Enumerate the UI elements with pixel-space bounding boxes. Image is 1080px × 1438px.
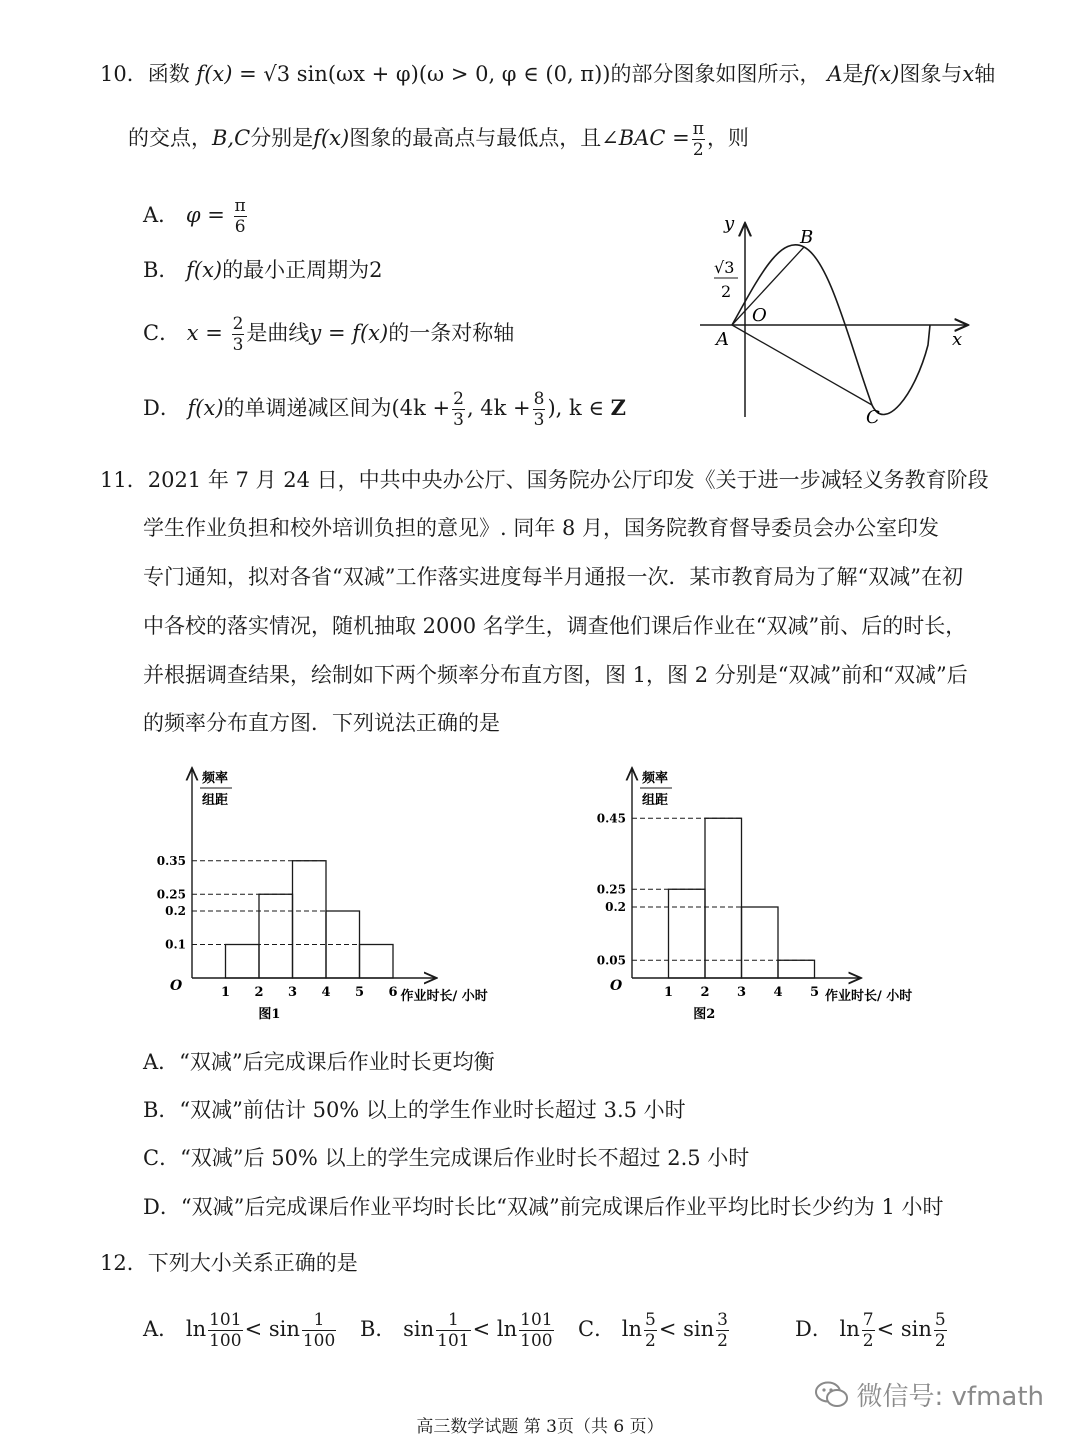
page-footer: 高三数学试题 第 3页（共 6 页）: [416, 1417, 664, 1437]
option-value: 2: [369, 258, 383, 282]
x-tick-label: 2: [254, 985, 264, 1000]
q10-point-a: A: [827, 62, 843, 86]
q11-line: 专门通知，拟对各省“双减”工作落实进度每半月通报一次．某市教育局为了解“双减”在初: [143, 565, 963, 589]
denominator: 2: [717, 1331, 728, 1351]
denominator: 2: [645, 1331, 656, 1351]
q10-bc: B,C: [212, 126, 251, 150]
q10-text: 图象与: [899, 62, 963, 86]
histogram-bar: [293, 861, 327, 978]
option-frac: [234, 196, 247, 237]
segment-ac: [732, 325, 872, 405]
y-tick-label: 0.2: [165, 904, 186, 918]
option-frac: [452, 389, 465, 430]
option-math: , 4k +: [466, 396, 531, 420]
q11-option-b: B．“双减”前估计 50% 以上的学生作业时长超过 3.5 小时: [143, 1098, 686, 1122]
option-math: < ln: [472, 1317, 518, 1341]
x-tick-label: 3: [736, 985, 747, 1000]
q11-line: 并根据调查结果，绘制如下两个频率分布直方图，图 1，图 2 分别是“双减”前和“双减”后: [143, 663, 968, 687]
denominator: 3: [232, 335, 244, 355]
numerator: 5: [934, 1310, 946, 1330]
q10-text: 轴: [974, 62, 996, 86]
q12-option-d: [795, 1304, 949, 1354]
numerator: 101: [520, 1310, 553, 1330]
y-axis-label-top: 频率: [642, 771, 669, 786]
denominator: 100: [520, 1331, 553, 1351]
histogram-bar: [226, 945, 260, 979]
q12-option-b: [360, 1304, 556, 1354]
option-math: ), k ∈: [547, 396, 611, 420]
origin-label: O: [170, 978, 183, 994]
y-axis-label-top: 频率: [202, 771, 229, 786]
graph-label-y: y: [724, 213, 735, 234]
q12-stem: 12．下列大小关系正确的是: [100, 1251, 358, 1275]
wechat-watermark: [815, 1376, 1045, 1413]
numerator: 2: [232, 314, 244, 334]
numerator: 2: [453, 389, 464, 409]
x-axis-label: 作业时长/ 小时: [400, 989, 488, 1004]
graph-label-a: A: [716, 329, 729, 350]
q10-text: ，则: [706, 126, 749, 150]
q11-line: 中各校的落实情况，随机抽取 2000 名学生，调查他们课后作业在“双减”前、后的时长，: [143, 614, 967, 638]
option-math: (4k +: [391, 396, 451, 420]
watermark-text: 微信号: vfmath: [856, 1382, 1044, 1412]
q12-option-c: [578, 1304, 731, 1354]
x-tick-label: 1: [663, 985, 674, 1000]
denominator: 100: [302, 1331, 336, 1351]
graph-label-b: B: [800, 227, 814, 248]
option-text: 的最小正周期为: [222, 258, 370, 282]
numerator: 8: [533, 389, 545, 409]
x-tick-label: 3: [287, 985, 298, 1000]
q10-option-c: [143, 310, 514, 356]
option-math: ln: [621, 1317, 643, 1341]
q12-option-a: [143, 1304, 338, 1354]
q11-option-c: C．“双减”后 50% 以上的学生完成课后作业时长不超过 2.5 小时: [143, 1146, 750, 1170]
q10-angle: ∠BAC =: [601, 126, 690, 150]
q10-fx: f(x): [196, 62, 233, 86]
figure-caption: 图1: [258, 1007, 281, 1022]
histogram-bar: [360, 945, 394, 979]
numerator: 1: [302, 1310, 336, 1331]
q11-line: 的频率分布直方图．下列说法正确的是: [143, 711, 500, 735]
q10-x: x: [962, 62, 975, 86]
option-label: B．: [360, 1317, 397, 1341]
y-axis-label-bottom: 组距: [202, 793, 229, 808]
numerator: π: [692, 119, 704, 139]
option-math: Z: [610, 395, 626, 420]
histogram-bar: [705, 818, 742, 978]
q10-text: 函数: [147, 62, 190, 86]
option-text: 的一条对称轴: [388, 321, 515, 345]
option-frac: [232, 314, 245, 355]
option-label: A．: [143, 1317, 180, 1341]
graph-label-x: x: [952, 329, 963, 350]
x-tick-label: 5: [809, 985, 820, 1000]
x-tick-label: 2: [700, 985, 710, 1000]
numerator: 3: [717, 1310, 728, 1330]
x-tick-label: 5: [354, 985, 365, 1000]
option-math: < sin: [658, 1317, 715, 1341]
denominator: 101: [437, 1331, 470, 1351]
q10-option-a: [143, 192, 249, 238]
histogram-bar: [742, 907, 779, 978]
q10-text: 图象的最高点与最低点，且: [349, 126, 602, 150]
option-label: B．: [143, 258, 180, 282]
denominator: 3: [453, 410, 464, 430]
q10-fx: f(x): [863, 62, 900, 86]
histogram-figure-1: [150, 760, 530, 1030]
q10-text: 的交点，: [128, 126, 212, 150]
option-label: C．: [578, 1317, 616, 1341]
q10-number: 10．: [100, 62, 148, 86]
q10-option-d: [143, 384, 626, 432]
option-text: 的单调递减区间为: [223, 396, 392, 420]
q11-option-d: D．“双减”后完成课后作业平均时长比“双减”前完成课后作业平均比时长少约为 1 小时: [143, 1195, 944, 1219]
y-tick-label: 0.25: [156, 887, 186, 902]
option-frac: [302, 1310, 336, 1351]
y-tick-label: 0.25: [596, 882, 626, 897]
y-tick-label: 0.05: [596, 953, 626, 968]
q11-line: 11．2021 年 7 月 24 日，中共中央办公厅、国务院办公厅印发《关于进一步减轻义务教育阶段: [100, 468, 989, 492]
option-math: sin: [403, 1317, 435, 1341]
q10-text: 分别是: [250, 126, 314, 150]
numerator: 1: [436, 1310, 470, 1331]
q10-text: 是: [842, 62, 864, 86]
option-text: 是曲线: [246, 321, 310, 345]
denominator: 3: [533, 410, 545, 430]
segment-ab: [732, 247, 804, 325]
histogram-bar: [778, 960, 815, 978]
option-math: ln: [185, 1317, 207, 1341]
option-math: φ =: [185, 203, 225, 227]
x-tick-label: 6: [388, 985, 398, 1000]
graph-label-c: C: [866, 407, 880, 428]
option-frac: [519, 1310, 553, 1351]
option-frac: [862, 1310, 875, 1351]
denominator: 2: [934, 1331, 946, 1351]
x-tick-label: 4: [321, 985, 331, 1000]
x-tick-label: 1: [220, 985, 231, 1000]
q10-text: 的部分图象如图所示，: [610, 62, 821, 86]
histogram-figure-2: [590, 760, 930, 1030]
q10-line1: [100, 64, 995, 85]
option-frac: [436, 1310, 470, 1351]
option-label: D．: [143, 396, 181, 420]
numerator: 5: [645, 1310, 656, 1330]
q11-option-a: A．“双减”后完成课后作业时长更均衡: [143, 1050, 495, 1074]
option-frac: [644, 1310, 657, 1351]
graph-label-o: O: [752, 305, 767, 326]
graph-label-2: 2: [721, 282, 732, 301]
q10-function-graph: [690, 205, 980, 435]
q10-fx: f(x): [313, 126, 350, 150]
denominator: 100: [209, 1331, 242, 1351]
wechat-icon: [815, 1381, 849, 1409]
figure-caption: 图2: [693, 1007, 716, 1022]
y-tick-label: 0.2: [605, 900, 626, 914]
option-frac: [716, 1310, 729, 1351]
q11-line: 学生作业负担和校外培训负担的意见》. 同年 8 月，国务院教育督导委员会办公室印发: [143, 516, 940, 540]
numerator: 101: [209, 1310, 242, 1330]
option-math: x =: [186, 321, 223, 345]
option-fx: f(x): [187, 396, 224, 420]
numerator: 7: [862, 1310, 874, 1330]
option-label: D．: [795, 1317, 833, 1341]
option-label: C．: [143, 321, 181, 345]
graph-label-sqrt3: √3: [714, 258, 735, 277]
y-tick-label: 0.1: [165, 937, 186, 952]
option-math: ln: [839, 1317, 860, 1341]
origin-label: O: [610, 978, 623, 994]
option-frac: [533, 389, 546, 430]
y-tick-label: 0.35: [156, 853, 186, 868]
option-label: A．: [143, 203, 180, 227]
histogram-bar: [669, 889, 706, 978]
x-tick-label: 4: [773, 985, 783, 1000]
q10-frac: [692, 119, 705, 160]
option-fx: f(x): [186, 258, 223, 282]
option-frac: [208, 1310, 242, 1351]
x-axis-label: 作业时长/ 小时: [825, 989, 913, 1004]
option-math: y = f(x): [309, 321, 389, 345]
sine-curve: [732, 245, 930, 415]
denominator: 2: [862, 1331, 874, 1351]
q10-line2: [128, 116, 749, 160]
option-math: < sin: [244, 1317, 300, 1341]
option-frac: [934, 1310, 947, 1351]
denominator: 6: [234, 217, 246, 237]
y-tick-label: 0.45: [596, 811, 626, 826]
option-math: < sin: [876, 1317, 932, 1341]
numerator: π: [234, 196, 246, 216]
histogram-bar: [259, 894, 293, 978]
q10-equation: = √3 sin(ωx + φ)(ω > 0, φ ∈ (0, π)): [232, 62, 611, 86]
denominator: 2: [692, 140, 704, 160]
q10-option-b: [143, 260, 383, 281]
y-axis-label-bottom: 组距: [642, 793, 669, 808]
